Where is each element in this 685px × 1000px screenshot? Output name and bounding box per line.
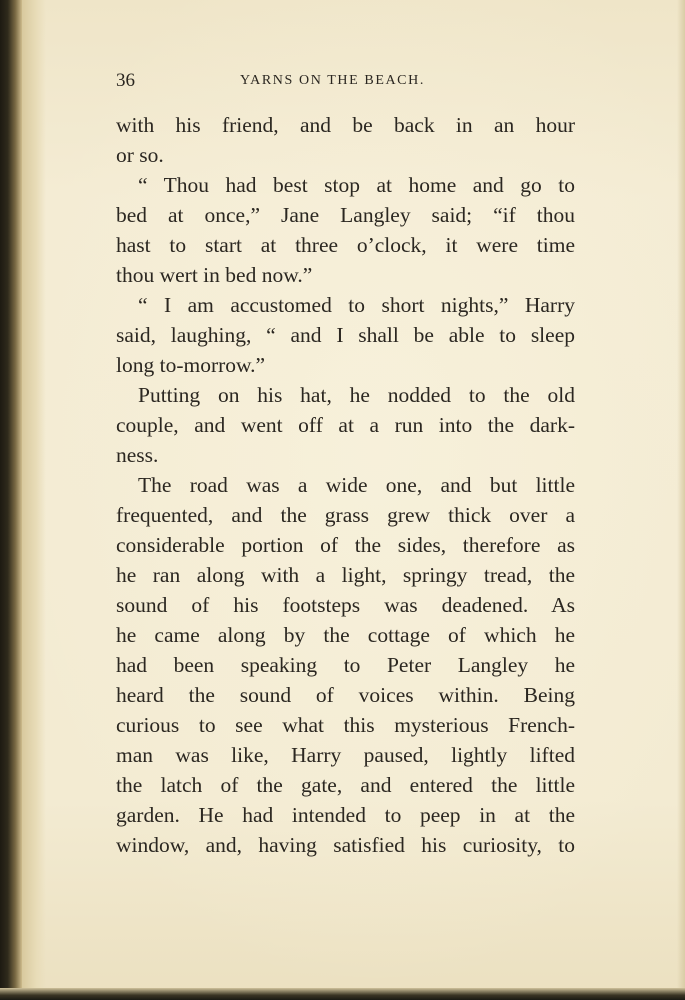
- text-line: ness.: [116, 443, 159, 467]
- text-line: considerable portion of the sides, therefore as: [116, 533, 575, 557]
- page-bottom-edge: [0, 988, 685, 1000]
- text-line: “ I am accustomed to short nights,” Harry: [138, 293, 575, 317]
- text-line: couple, and went off at a run into the dark-: [116, 413, 575, 437]
- body-text: [116, 110, 575, 860]
- running-title: YARNS ON THE BEACH.: [240, 73, 425, 88]
- text-line: bed at once,” Jane Langley said; “if thou: [116, 203, 575, 227]
- text-line: Putting on his hat, he nodded to the old: [138, 383, 575, 407]
- text-line: curious to see what this mysterious French-: [116, 713, 575, 737]
- text-line: sound of his footsteps was deadened. As: [116, 593, 575, 617]
- text-line: window, and, having satisfied his curiosity, to: [116, 833, 575, 857]
- page-number: 36: [116, 70, 135, 91]
- text-line: had been speaking to Peter Langley he: [116, 653, 575, 677]
- text-line: long to-morrow.”: [116, 353, 266, 377]
- text-line: man was like, Harry paused, lightly lifted: [116, 743, 575, 767]
- text-line: thou wert in bed now.”: [116, 263, 313, 287]
- page-right-edge: [677, 0, 685, 1000]
- running-head: [116, 70, 576, 96]
- text-line: heard the sound of voices within. Being: [116, 683, 575, 707]
- page-gutter: [22, 0, 46, 1000]
- book-binding: [0, 0, 22, 1000]
- text-line: frequented, and the grass grew thick over a: [116, 503, 575, 527]
- text-line: with his friend, and be back in an hour: [116, 113, 575, 137]
- text-line: The road was a wide one, and but little: [138, 473, 575, 497]
- text-line: he ran along with a light, springy tread, the: [116, 563, 575, 587]
- text-line: the latch of the gate, and entered the little: [116, 773, 575, 797]
- text-line: garden. He had intended to peep in at the: [116, 803, 575, 827]
- text-line: or so.: [116, 143, 164, 167]
- text-line: “ Thou had best stop at home and go to: [138, 173, 575, 197]
- text-line: said, laughing, “ and I shall be able to sleep: [116, 323, 575, 347]
- text-line: hast to start at three o’clock, it were time: [116, 233, 575, 257]
- text-line: he came along by the cottage of which he: [116, 623, 575, 647]
